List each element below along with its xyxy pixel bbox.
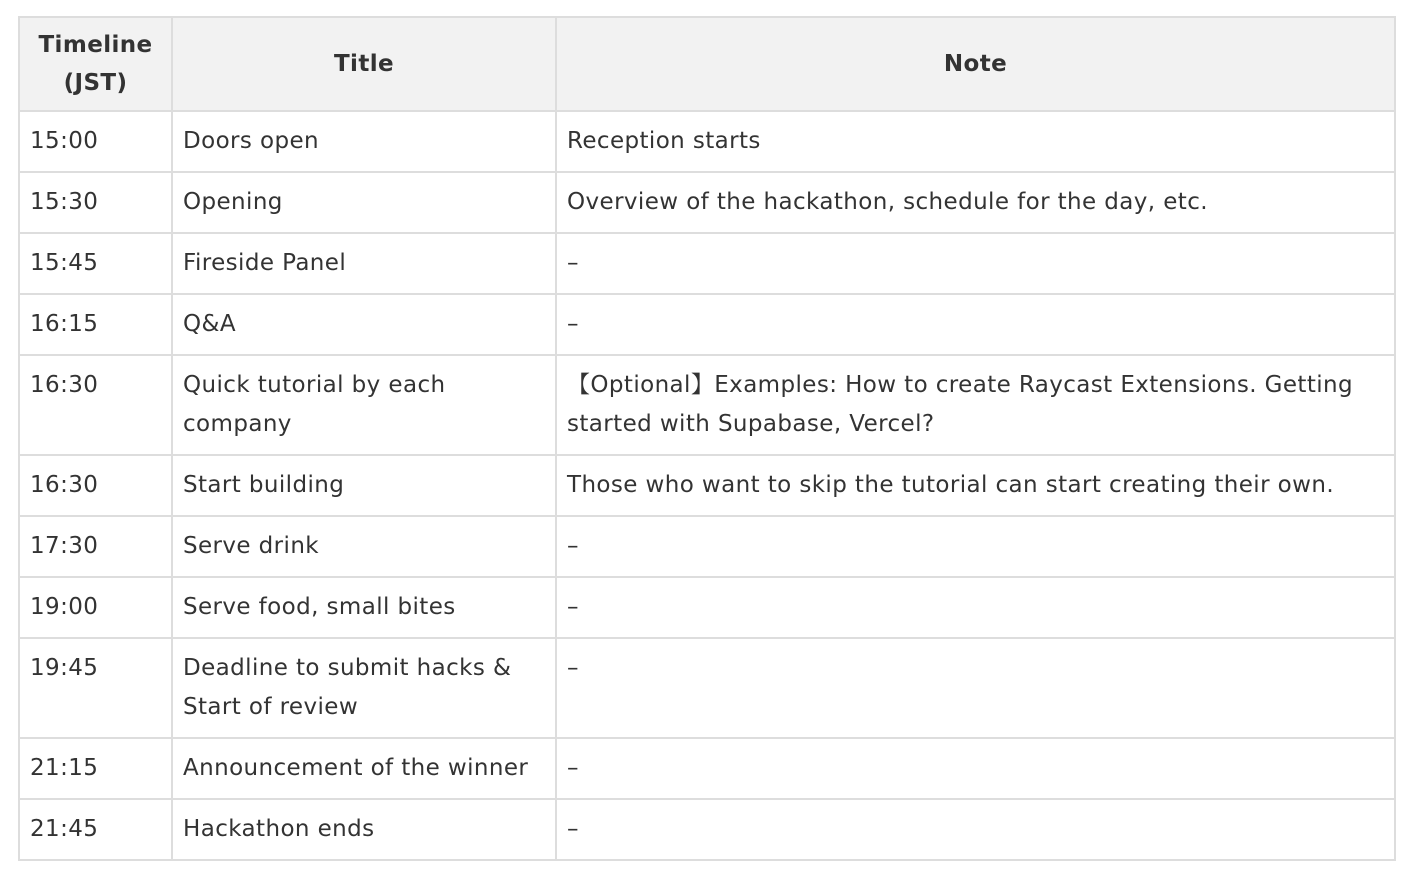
- cell-time: 16:30: [19, 355, 172, 455]
- table-body: [19, 111, 1395, 860]
- cell-title: Deadline to submit hacks & Start of review: [172, 638, 556, 738]
- cell-note: –: [556, 577, 1395, 638]
- cell-time: 16:15: [19, 294, 172, 355]
- table-row: [19, 233, 1395, 294]
- table-row: [19, 738, 1395, 799]
- cell-title: Quick tutorial by each company: [172, 355, 556, 455]
- table-row: [19, 577, 1395, 638]
- cell-title: Fireside Panel: [172, 233, 556, 294]
- table-row: [19, 638, 1395, 738]
- cell-note: –: [556, 516, 1395, 577]
- cell-note: Reception starts: [556, 111, 1395, 172]
- cell-note: Those who want to skip the tutorial can start creating their own.: [556, 455, 1395, 516]
- cell-note: –: [556, 638, 1395, 738]
- cell-time: 15:00: [19, 111, 172, 172]
- column-header-title: Title: [172, 17, 556, 111]
- cell-title: Q&A: [172, 294, 556, 355]
- column-header-timeline: Timeline (JST): [19, 17, 172, 111]
- table-row: [19, 455, 1395, 516]
- cell-title: Opening: [172, 172, 556, 233]
- cell-note: Overview of the hackathon, schedule for the day, etc.: [556, 172, 1395, 233]
- cell-title: Start building: [172, 455, 556, 516]
- cell-title: Serve drink: [172, 516, 556, 577]
- table-row: [19, 294, 1395, 355]
- schedule-table: [18, 16, 1396, 861]
- cell-note: –: [556, 294, 1395, 355]
- cell-time: 21:15: [19, 738, 172, 799]
- cell-time: 16:30: [19, 455, 172, 516]
- table-row: [19, 172, 1395, 233]
- schedule-table-container: [18, 16, 1394, 861]
- cell-title: Doors open: [172, 111, 556, 172]
- cell-time: 21:45: [19, 799, 172, 860]
- column-header-note: Note: [556, 17, 1395, 111]
- table-header: [19, 17, 1395, 111]
- cell-title: Hackathon ends: [172, 799, 556, 860]
- cell-time: 19:00: [19, 577, 172, 638]
- cell-time: 15:45: [19, 233, 172, 294]
- cell-note: –: [556, 233, 1395, 294]
- table-row: [19, 355, 1395, 455]
- cell-title: Serve food, small bites: [172, 577, 556, 638]
- cell-time: 19:45: [19, 638, 172, 738]
- table-row: [19, 111, 1395, 172]
- cell-note: 【Optional】Examples: How to create Raycast Extensions. Getting started with Supabase, Vercel?: [556, 355, 1395, 455]
- header-row: [19, 17, 1395, 111]
- table-row: [19, 516, 1395, 577]
- table-row: [19, 799, 1395, 860]
- cell-time: 15:30: [19, 172, 172, 233]
- cell-title: Announcement of the winner: [172, 738, 556, 799]
- cell-note: –: [556, 738, 1395, 799]
- cell-time: 17:30: [19, 516, 172, 577]
- cell-note: –: [556, 799, 1395, 860]
